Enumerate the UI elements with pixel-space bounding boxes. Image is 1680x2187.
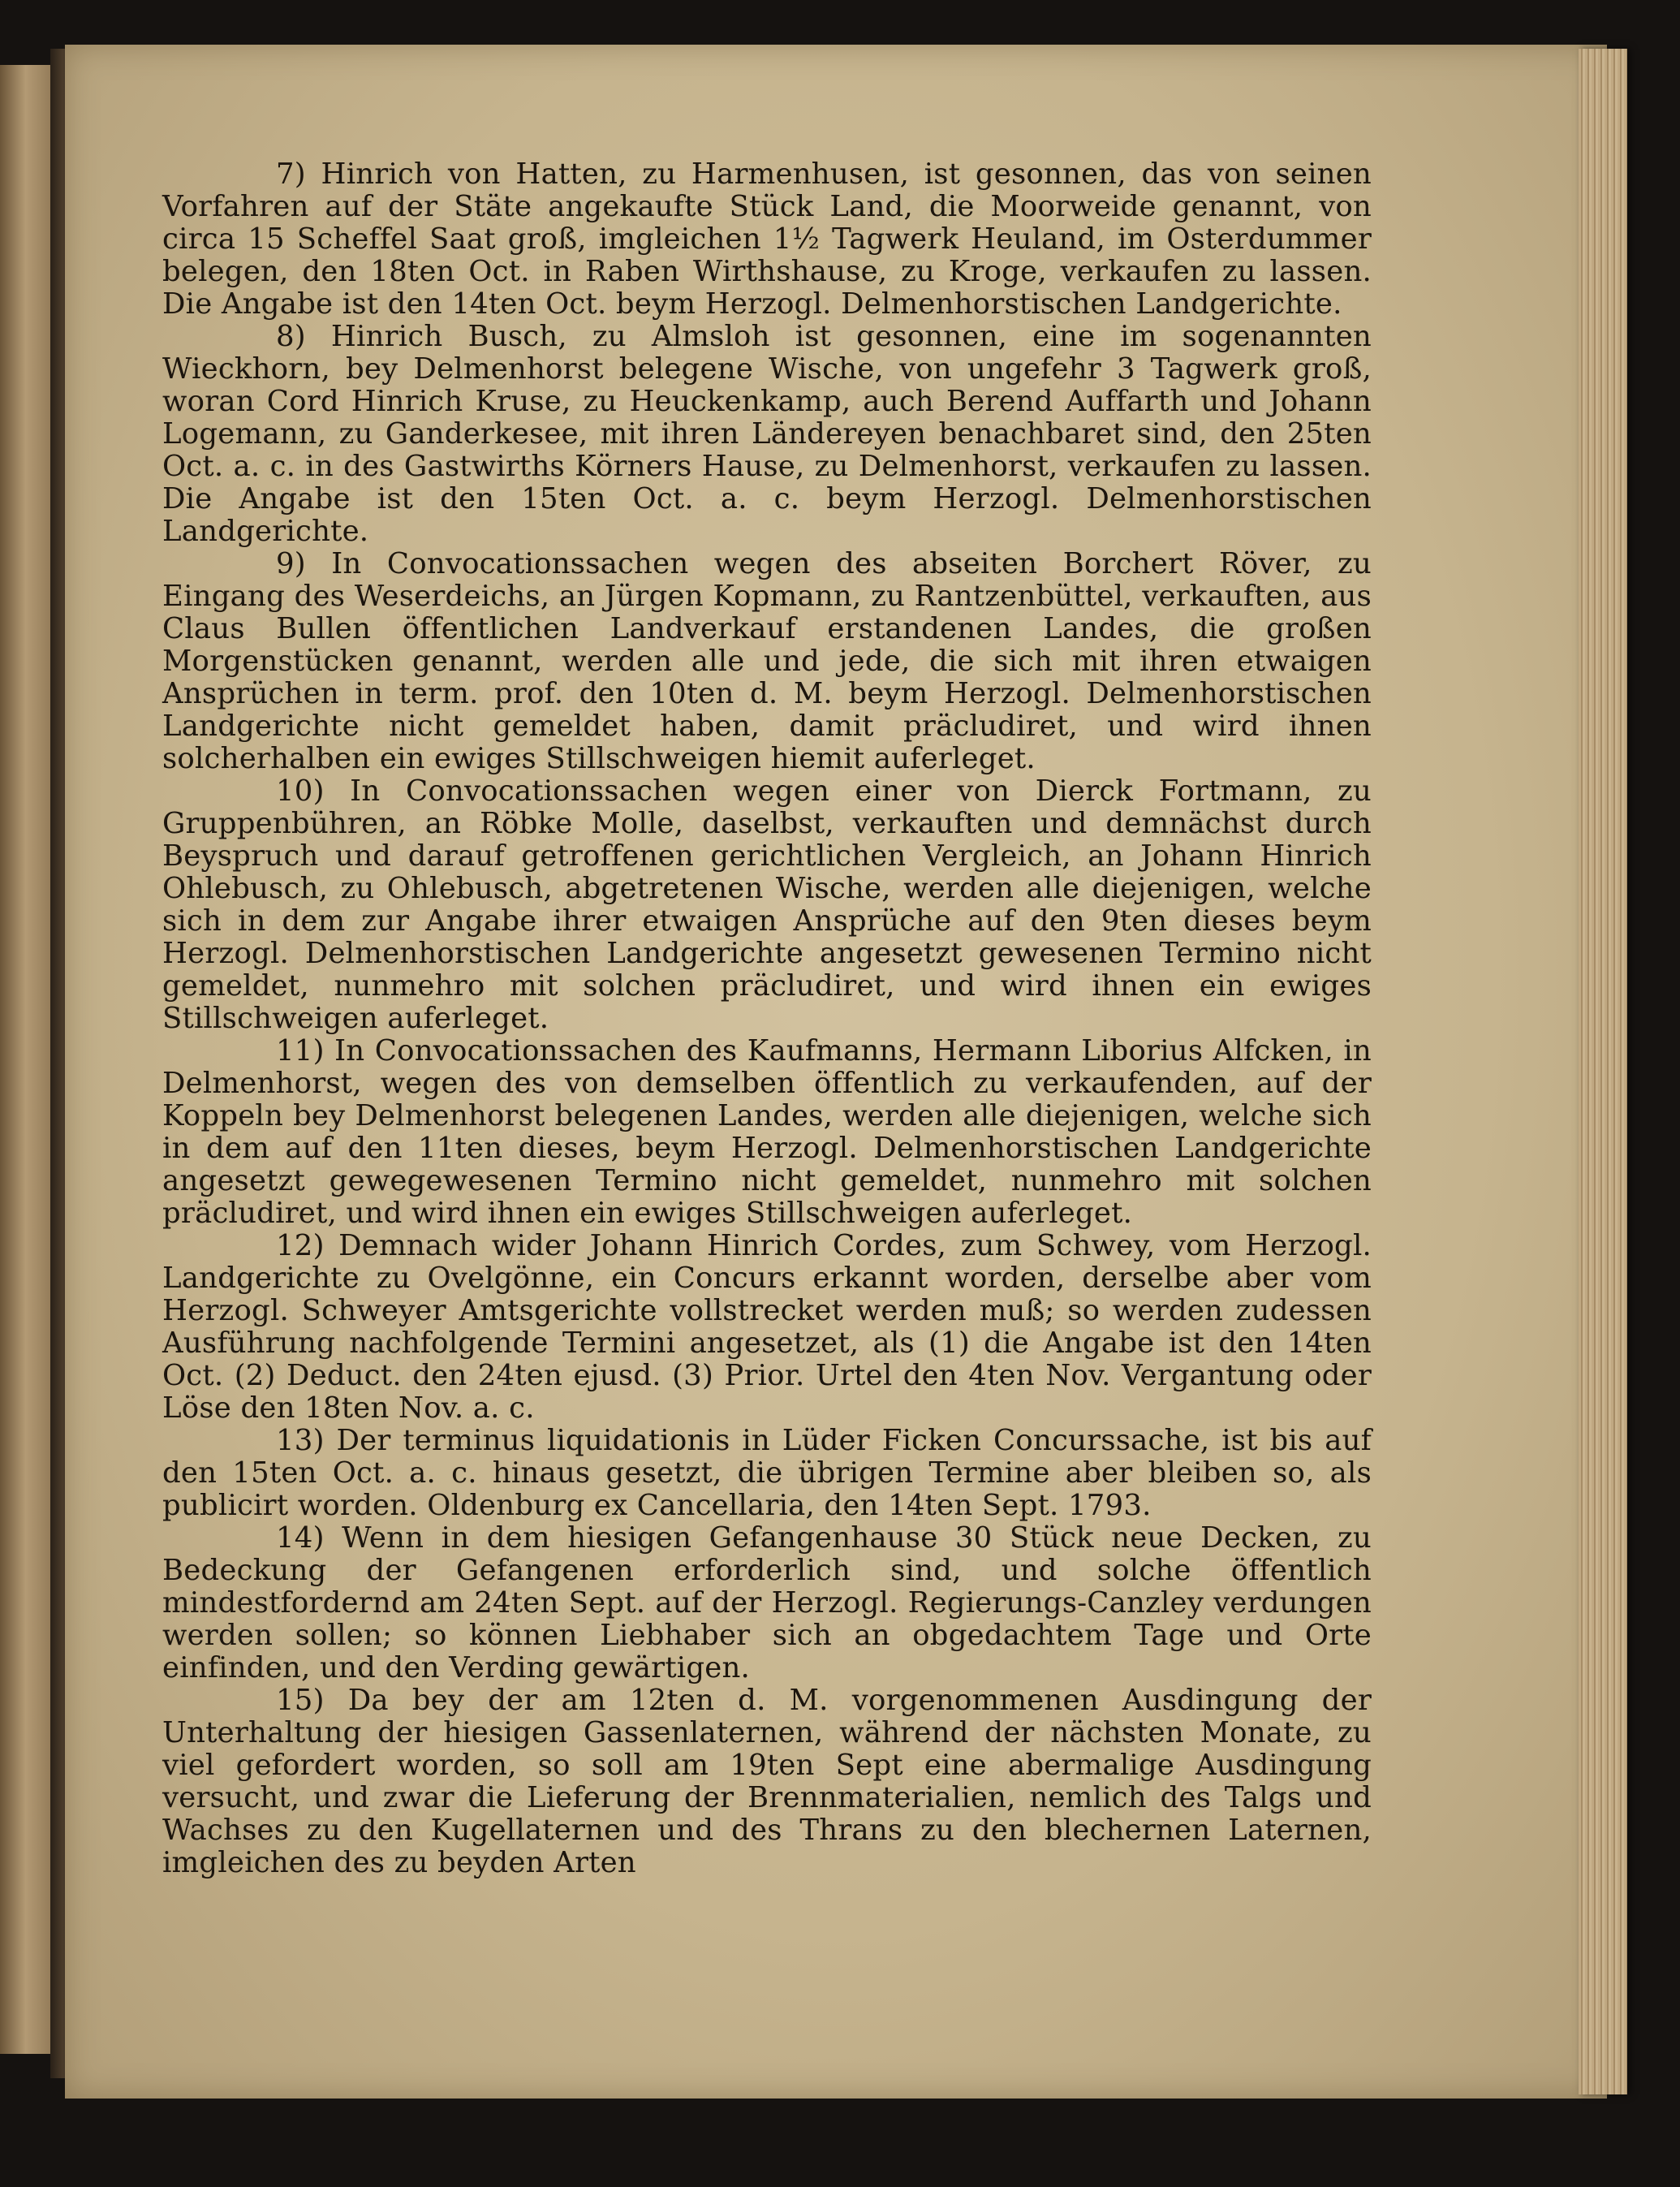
entry-number: 11) — [276, 1034, 325, 1068]
entry-9 — [162, 548, 1372, 775]
entry-text: Der terminus liquidationis in Lüder Ficken Concurssache, ist bis auf den 15ten Oct. a. c. hinaus gesetzt, die übrigen Termine aber bleiben so, als publicirt worden. Oldenburg ex Cancellaria, den 14ten Sept. 1793. — [162, 1424, 1372, 1522]
entry-8 — [162, 321, 1372, 548]
entry-7 — [162, 158, 1372, 321]
entry-number: 8) — [276, 320, 306, 353]
entry-11 — [162, 1035, 1372, 1230]
page-stack-edge — [1579, 49, 1627, 2094]
entry-15 — [162, 1684, 1372, 1879]
entry-text: In Convocationssachen wegen des abseiten Borchert Röver, zu Eingang des Weserdeichs, an Jürgen Kopmann, zu Rantzenbüttel, verkauften, aus Claus Bullen öffentlichen Landverkauf erstandenen Landes, die großen Morgenstücken genannt, werden alle und jede, die sich mit ihren etwaigen Ansprüchen in term. prof. den 10ten d. M. beym Herzogl. Delmenhorstischen Landgerichte nicht gemeldet haben, damit präcludiret, und wird ihnen solcherhalben ein ewiges Stillschweigen hiemit auferleget. — [162, 547, 1372, 775]
entry-text: Da bey der am 12ten d. M. vorgenommenen Ausdingung der Unterhaltung der hiesigen Gassenlaternen, während der nächsten Monate, zu viel gefordert worden, so soll am 19ten Sept eine abermalige Ausdingung versucht, und zwar die Lieferung der Brennmaterialien, nemlich des Talgs und Wachses zu den Kugellaternen und des Thrans zu den blechernen Laternen, imgleichen des zu beyden Arten — [162, 1684, 1372, 1879]
entry-number: 12) — [276, 1229, 325, 1262]
entry-13 — [162, 1425, 1372, 1522]
entry-number: 10) — [276, 774, 325, 808]
entry-number: 9) — [276, 547, 306, 580]
entry-number: 15) — [276, 1684, 325, 1717]
entry-14 — [162, 1522, 1372, 1684]
entry-text: In Convocationssachen wegen einer von Dierck Fortmann, zu Gruppenbühren, an Röbke Molle, daselbst, verkauften und demnächst durch Beyspruch und darauf getroffenen gerichtlichen Vergleich, an Johann Hinrich Ohlebusch, zu Ohlebusch, abgetretenen Wische, werden alle diejenigen, welche sich in dem zur Angabe ihrer etwaigen Ansprüche auf den 9ten dieses beym Herzogl. Delmenhorstischen Landgerichte angesetzt gewesenen Termino nicht gemeldet, nunmehro mit solchen präcludiret, und wird ihnen ein ewiges Stillschweigen auferleget. — [162, 774, 1372, 1035]
entry-text: In Convocationssachen des Kaufmanns, Hermann Liborius Alfcken, in Delmenhorst, wegen des von demselben öffentlich zu verkaufenden, auf der Koppeln bey Delmenhorst belegenen Landes, werden alle diejenigen, welche sich in dem auf den 11ten dieses, beym Herzogl. Delmenhorstischen Landgerichte angesetzt gewegewesenen Termino nicht gemeldet, nunmehro mit solchen präcludiret, und wird ihnen ein ewiges Stillschweigen auferleget. — [162, 1034, 1372, 1230]
page-text — [162, 158, 1372, 1879]
entry-text: Hinrich von Hatten, zu Harmenhusen, ist gesonnen, das von seinen Vorfahren auf der Stäte angekaufte Stück Land, die Moorweide genannt, von circa 15 Scheffel Saat groß, imgleichen 1½ Tagwerk Heuland, im Osterdummer belegen, den 18ten Oct. in Raben Wirthshause, zu Kroge, verkaufen zu lassen. Die Angabe ist den 14ten Oct. beym Herzogl. Delmenhorstischen Landgerichte. — [162, 157, 1372, 321]
entry-number: 14) — [276, 1521, 325, 1555]
left-page-edge — [0, 65, 57, 2054]
entry-text: Wenn in dem hiesigen Gefangenhause 30 Stück neue Decken, zu Bedeckung der Gefangenen erforderlich sind, und solche öffentlich mindestfordernd am 24ten Sept. auf der Herzogl. Regierungs-Canzley verdungen werden sollen; so können Liebhaber sich an obgedachtem Tage und Orte einfinden, und den Verding gewärtigen. — [162, 1521, 1372, 1684]
entry-number: 13) — [276, 1424, 325, 1457]
entry-10 — [162, 775, 1372, 1035]
entry-text: Demnach wider Johann Hinrich Cordes, zum Schwey, vom Herzogl. Landgerichte zu Ovelgönne, ein Concurs erkannt worden, derselbe aber vom Herzogl. Schweyer Amtsgerichte vollstrecket werden muß; so werden zudessen Ausführung nachfolgende Termini angesetzet, als (1) die Angabe ist den 14ten Oct. (2) Deduct. den 24ten ejusd. (3) Prior. Urtel den 4ten Nov. Vergantung oder Löse den 18ten Nov. a. c. — [162, 1229, 1372, 1425]
entry-number: 7) — [276, 157, 306, 191]
entry-text: Hinrich Busch, zu Almsloh ist gesonnen, eine im sogenannten Wieckhorn, bey Delmenhorst belegene Wische, von ungefehr 3 Tagwerk groß, woran Cord Hinrich Kruse, zu Heuckenkamp, auch Berend Auffarth und Johann Logemann, zu Ganderkesee, mit ihren Ländereyen benachbaret sind, den 25ten Oct. a. c. in des Gastwirths Körners Hause, zu Delmenhorst, verkaufen zu lassen. Die Angabe ist den 15ten Oct. a. c. beym Herzogl. Delmenhorstischen Landgerichte. — [162, 320, 1372, 548]
entry-12 — [162, 1230, 1372, 1425]
